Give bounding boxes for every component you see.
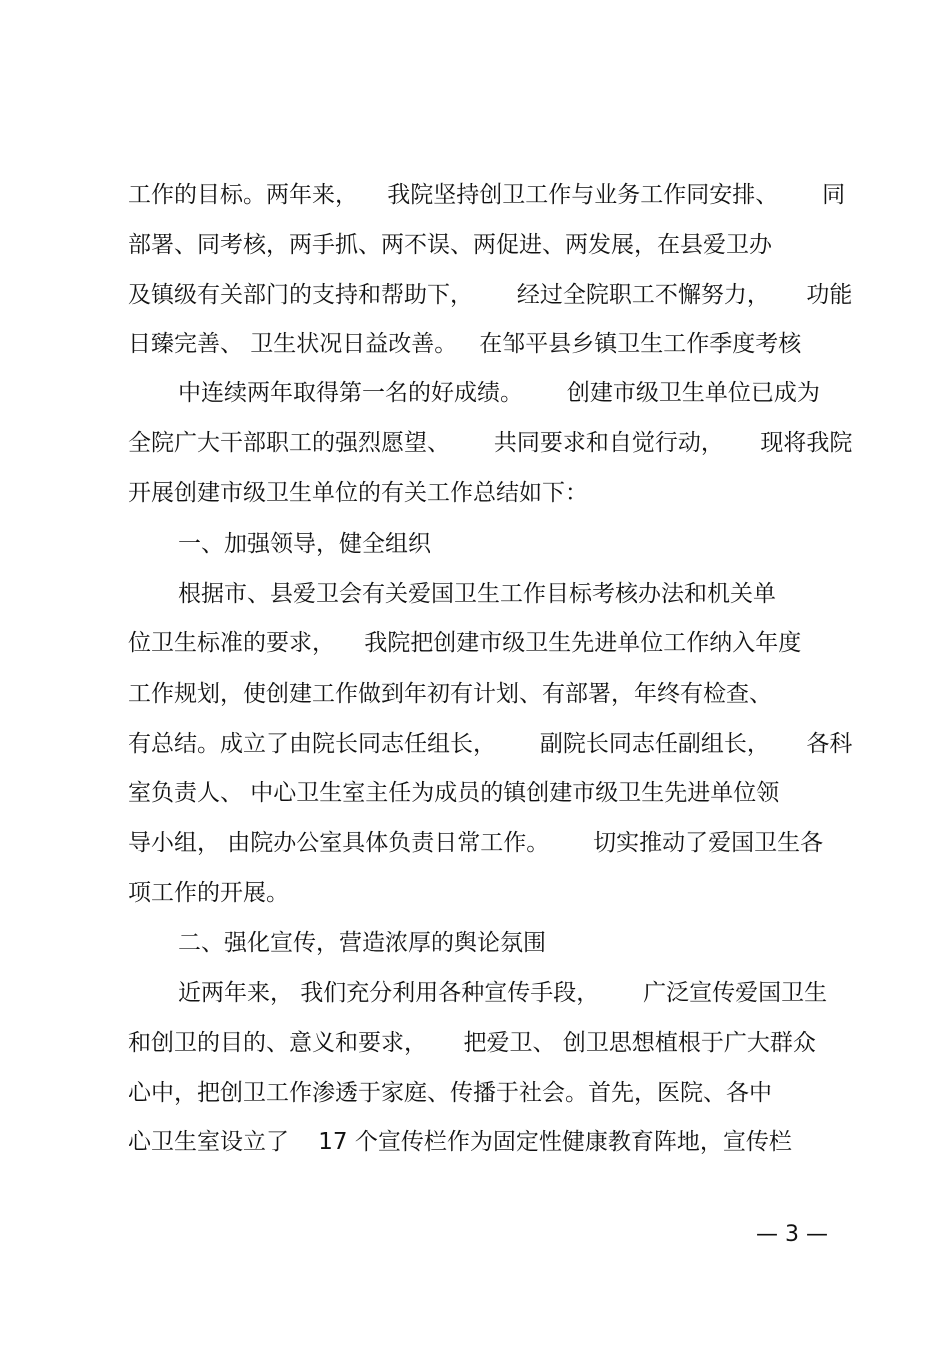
text-line: 工作规划，使创建工作做到年初有计划、有部署，年终有检查、 <box>128 681 772 707</box>
text-line: 心中，把创卫工作渗透于家庭、传播于社会。首先，医院、各中 <box>128 1080 772 1106</box>
text-line: 工作的目标。两年来， 我院坚持创卫工作与业务工作同安排、 同 <box>128 182 846 208</box>
text-line: 根据市、县爱卫会有关爱国卫生工作目标考核办法和机关单 <box>178 581 776 607</box>
text-line: 及镇级有关部门的支持和帮助下， 经过全院职工不懈努力， 功能 <box>128 282 853 308</box>
text-line: 位卫生标准的要求， 我院把创建市级卫生先进单位工作纳入年度 <box>128 630 802 656</box>
text-line: 心卫生室设立了 17 个宣传栏作为固定性健康教育阵地，宣传栏 <box>128 1129 792 1155</box>
text-line: 有总结。成立了由院长同志任组长， 副院长同志任副组长， 各科 <box>128 731 853 757</box>
text-line: 和创卫的目的、意义和要求， 把爱卫、 创卫思想植根于广大群众 <box>128 1030 816 1056</box>
text-line: 全院广大干部职工的强烈愿望、 共同要求和自觉行动， 现将我院 <box>128 430 853 456</box>
text-line: 导小组， 由院办公室具体负责日常工作。 切实推动了爱国卫生各 <box>128 830 824 856</box>
text-line: 日臻完善、 卫生状况日益改善。 在邹平县乡镇卫生工作季度考核 <box>128 331 802 357</box>
section-heading: 二、强化宣传，营造浓厚的舆论氛围 <box>178 930 546 956</box>
text-line: 近两年来， 我们充分利用各种宣传手段， 广泛宣传爱国卫生 <box>178 980 828 1006</box>
section-heading: 一、加强领导，健全组织 <box>178 531 431 557</box>
page-number: — 3 — <box>756 1222 828 1247</box>
text-line: 项工作的开展。 <box>128 880 289 906</box>
text-line: 部署、同考核，两手抓、两不误、两促进、两发展，在县爱卫办 <box>128 232 772 258</box>
text-line: 开展创建市级卫生单位的有关工作总结如下： <box>128 480 588 506</box>
text-line: 中连续两年取得第一名的好成绩。 创建市级卫生单位已成为 <box>178 380 820 406</box>
text-line: 室负责人、 中心卫生室主任为成员的镇创建市级卫生先进单位领 <box>128 780 780 806</box>
